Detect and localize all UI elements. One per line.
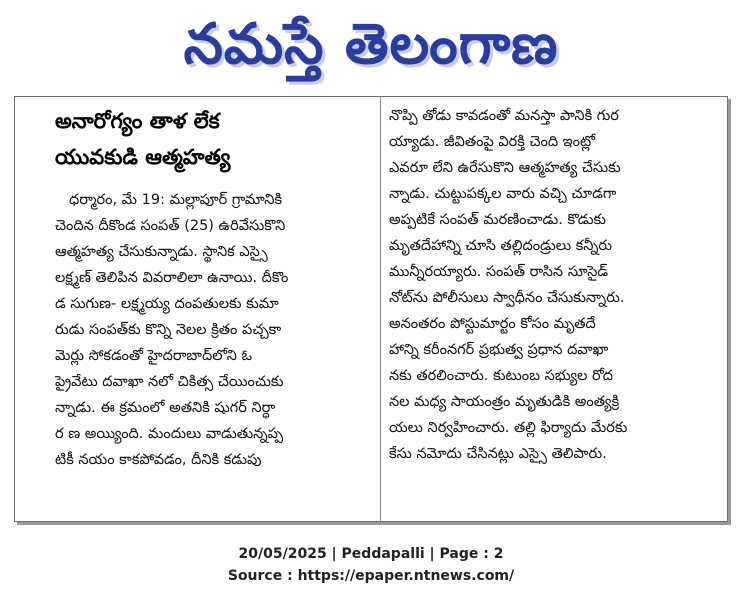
article-body-line: నోట్‌ను పోలీసులు స్వాధీనం చేసుకున్నారు.: [389, 290, 625, 306]
article-body-line: ధర్మారం, మే 19: మల్లాపూర్ గ్రామానికి: [69, 192, 283, 208]
article-body-line: ఆత్మహత్య చేసుకున్నాడు. స్థానిక ఎస్సై: [55, 244, 268, 260]
article-body-line: నొప్పి తోడు కావడంతో మనస్తా పానికి గుర: [389, 108, 619, 124]
article-body-line: టికీ నయం కాకపోవడం, దీనికి కడుపు: [55, 452, 262, 468]
article-frame: [14, 96, 728, 522]
publication-info: 20/05/2025 | Peddapalli | Page : 2: [238, 546, 504, 562]
article-body-line: చెందిన దీకొండ సంపత్ (25) ఉరివేసుకొని: [55, 218, 286, 234]
article-body-line: నల మధ్య సాయంత్రం మృతుడికి అంత్యక్రి: [389, 394, 620, 410]
article-body-line: మున్నీరయ్యారు. సంపత్ రాసిన సూసైడ్: [389, 264, 609, 280]
article-body-line: హాన్ని కరీంనగర్ ప్రభుత్వ ప్రధాన దవాఖా: [389, 342, 609, 358]
article-body-line: అప్పటికే సంపత్ మరణించాడు. కొడుకు: [389, 212, 607, 228]
masthead: [0, 6, 742, 84]
column-divider: [380, 97, 381, 521]
article-body-line: కేసు నమోదు చేసినట్లు ఎస్సై తెలిపారు.: [389, 446, 607, 462]
article-right-column: [389, 103, 705, 467]
article-body-line: ఎవరూ లేని ఉరేసుకొని ఆత్మహత్య చేసుకు: [389, 160, 621, 176]
article-body-line: న్నాడు. చుట్టుపక్కల వారు వచ్చి చూడగా: [389, 186, 617, 202]
article-body-line: అనంతరం పోస్టుమార్టం కోసం మృతదే: [389, 316, 596, 332]
article-body-line: లక్ష్మణ్ తెలిపిన వివరాలిలా ఉనాయి. దీకొం: [55, 270, 289, 286]
article-body-line: య్యాడు. జీవితంపై విరక్తి చెంది ఇంట్లో: [389, 134, 596, 150]
article-left-column: [55, 103, 371, 473]
article-body-line: డ సుగుణ- లక్ష్మయ్య దంపతులకు కుమా: [55, 296, 279, 312]
article-headline-line-1: అనారోగ్యం తాళ లేక: [55, 109, 220, 133]
article-body-line: యలు నిర్వహించారు. తల్లి ఫిర్యాదు మేరకు: [389, 420, 628, 436]
source-link: Source : https://epaper.ntnews.com/: [227, 568, 515, 584]
article-body-line: న్నాడు. ఈ క్రమంలో అతనికి షుగర్ నిర్ధా: [55, 400, 276, 416]
article-headline-line-2: యువకుడి ఆత్మహత్య: [55, 145, 231, 169]
article-body-line: రుడు సంపత్‌కు కొన్ని నెలల క్రితం పచ్చకా: [55, 322, 282, 338]
article-body-line: నకు తరలించారు. కుటుంబ సభ్యుల రోద: [389, 368, 613, 384]
article-body-line: ర ణ అయ్యింది. మందులు వాడుతున్నప్ప: [55, 426, 284, 442]
article-body-line: మృతదేహాన్ని చూసి తల్లిదండ్రులు కన్నీరు: [389, 238, 613, 254]
newspaper-title: నమస్తే తెలంగాణ: [183, 12, 559, 77]
article-body-line: ప్రైవేటు దవాఖా నలో చికిత్స చేయించుకు: [55, 374, 284, 390]
article-body-line: మెర్లు సోకడంతో హైదరాబాద్‌లోని ఓ: [55, 348, 253, 364]
